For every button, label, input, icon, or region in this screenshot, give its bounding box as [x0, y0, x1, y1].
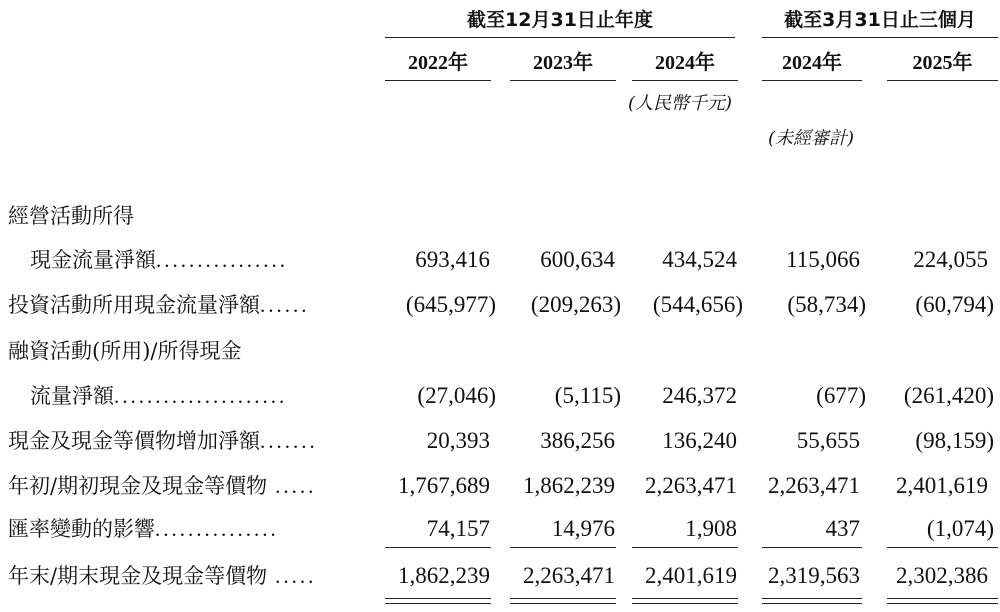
- total-double-line-col-2a: [510, 598, 616, 599]
- value-net-increase-2023: 386,256: [540, 428, 615, 453]
- subtotal-line-col-2: [510, 547, 616, 548]
- row-label-text: 匯率變動的影響: [8, 517, 155, 541]
- value-financing-2024q: (677): [816, 383, 866, 408]
- year-underline-col-4: [762, 80, 862, 81]
- value-investing-2025q: (60,794): [915, 292, 994, 317]
- value-fx-2023: 14,976: [551, 516, 615, 541]
- leader-dots: ...............: [155, 517, 279, 541]
- value-ending-2024: 2,401,619: [645, 563, 737, 588]
- value-investing-2023: (209,263): [530, 292, 621, 317]
- value-financing-2024: 246,372: [662, 383, 737, 408]
- subtotal-line-col-1: [385, 547, 491, 548]
- value-net-increase-2025q: (98,159): [915, 428, 994, 453]
- row-label-text: 現金流量淨額: [30, 248, 156, 272]
- value-operating-2024: 434,524: [662, 247, 737, 272]
- year-header-col-1: 2022年: [408, 52, 468, 74]
- value-operating-2023: 600,634: [540, 247, 615, 272]
- row-label-ending-balance: [8, 561, 316, 591]
- currency-unit-note: (人民幣千元): [628, 93, 733, 114]
- total-double-line-col-4a: [762, 598, 862, 599]
- row-label-net-increase: [8, 426, 318, 456]
- header-group-underline-q: [762, 37, 998, 38]
- row-label-investing: [8, 290, 310, 320]
- value-net-increase-2022: 20,393: [426, 428, 490, 453]
- value-fx-2022: 74,157: [426, 516, 490, 541]
- row-label-financing: 融資活動(所用)/所得現金: [8, 339, 242, 363]
- year-underline-col-2: [510, 80, 616, 81]
- value-fx-2025q: (1,074): [926, 516, 994, 541]
- value-fx-2024: 1,908: [685, 516, 737, 541]
- row-label-text: 投資活動所用現金流量淨額: [8, 293, 260, 317]
- total-double-line-col-1b: [385, 603, 491, 604]
- unaudited-note: (未經審計): [768, 128, 855, 149]
- leader-dots: .....: [275, 564, 317, 588]
- header-group-fiscal-year: 截至12月31日止年度: [467, 9, 653, 31]
- value-operating-2025q: 224,055: [913, 247, 988, 272]
- row-label-text: 年末/期末現金及現金等價物: [8, 564, 268, 588]
- value-net-increase-2024: 136,240: [662, 428, 737, 453]
- value-financing-2023: (5,115): [554, 383, 621, 408]
- total-double-line-col-3a: [632, 598, 738, 599]
- year-header-col-5: 2025年: [912, 52, 973, 74]
- value-operating-2024q: 115,066: [786, 247, 860, 272]
- value-financing-2025q: (261,420): [903, 383, 994, 408]
- leader-dots: ................: [156, 248, 288, 272]
- total-double-line-col-5b: [887, 603, 998, 604]
- value-ending-2025q: 2,302,386: [896, 563, 988, 588]
- year-header-col-3: 2024年: [655, 52, 715, 74]
- year-header-col-4: 2024年: [782, 52, 842, 74]
- value-beginning-2025q: 2,401,619: [896, 473, 988, 498]
- row-label-text: 流量淨額: [30, 384, 114, 408]
- subtotal-line-col-4: [762, 547, 862, 548]
- leader-dots: ......: [260, 293, 310, 317]
- value-operating-2022: 693,416: [415, 247, 490, 272]
- row-label-text: 現金及現金等價物增加淨額: [8, 429, 260, 453]
- value-investing-2022: (645,977): [405, 292, 496, 317]
- subtotal-line-col-5: [887, 547, 998, 548]
- value-financing-2022: (27,046): [417, 383, 496, 408]
- leader-dots: .....: [275, 474, 317, 498]
- value-investing-2024: (544,656): [652, 292, 743, 317]
- row-label-text: 年初/期初現金及現金等價物: [8, 474, 268, 498]
- value-beginning-2024q: 2,263,471: [768, 473, 860, 498]
- row-label-operating-cont: [30, 245, 288, 275]
- value-beginning-2022: 1,767,689: [398, 473, 490, 498]
- value-investing-2024q: (58,734): [787, 292, 866, 317]
- year-underline-col-5: [887, 80, 998, 81]
- year-header-col-2: 2023年: [533, 52, 593, 74]
- row-label-financing-cont: [30, 381, 287, 411]
- total-double-line-col-4b: [762, 603, 862, 604]
- row-label-operating: 經營活動所得: [8, 204, 134, 228]
- subtotal-line-col-3: [632, 547, 738, 548]
- total-double-line-col-5a: [887, 598, 998, 599]
- value-fx-2024q: 437: [825, 516, 860, 541]
- total-double-line-col-2b: [510, 603, 616, 604]
- value-ending-2023: 2,263,471: [523, 563, 615, 588]
- leader-dots: .......: [260, 429, 318, 453]
- value-ending-2024q: 2,319,563: [768, 563, 860, 588]
- year-underline-col-1: [385, 80, 491, 81]
- value-beginning-2024: 2,263,471: [645, 473, 737, 498]
- row-label-fx-effect: [8, 514, 279, 544]
- value-beginning-2023: 1,862,239: [523, 473, 615, 498]
- leader-dots: .....................: [114, 384, 288, 408]
- value-ending-2022: 1,862,239: [398, 563, 490, 588]
- value-net-increase-2024q: 55,655: [796, 428, 860, 453]
- row-label-beginning-balance: [8, 471, 316, 501]
- header-group-three-months: 截至3月31日止三個月: [784, 9, 976, 31]
- total-double-line-col-1a: [385, 598, 491, 599]
- year-underline-col-3: [632, 80, 738, 81]
- header-group-underline-fy: [385, 37, 735, 38]
- total-double-line-col-3b: [632, 603, 738, 604]
